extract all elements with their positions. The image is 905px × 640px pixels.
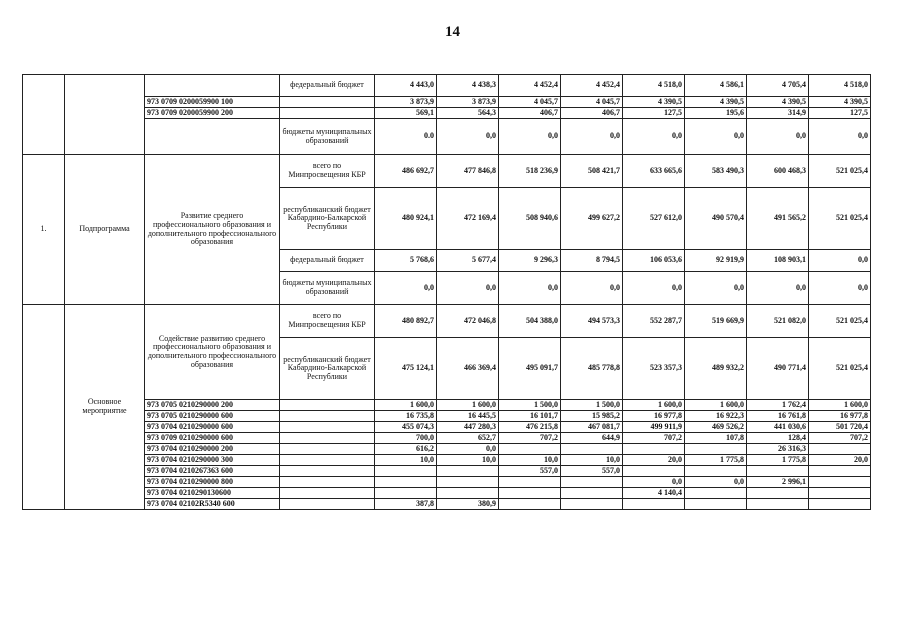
value-cell: 127,5 bbox=[809, 108, 871, 119]
code-cell bbox=[145, 119, 280, 155]
table-row bbox=[23, 97, 871, 108]
table-row bbox=[23, 499, 871, 510]
value-cell: 0,0 bbox=[623, 119, 685, 155]
value-cell: 480 924,1 bbox=[375, 188, 437, 250]
table-row bbox=[23, 488, 871, 499]
value-cell: 1 500,0 bbox=[561, 400, 623, 411]
value-cell: 569,1 bbox=[375, 108, 437, 119]
value-cell: 521 025,4 bbox=[809, 338, 871, 400]
value-cell bbox=[561, 477, 623, 488]
value-cell: 0,0 bbox=[561, 119, 623, 155]
code-cell: 973 0709 0200059900 200 bbox=[145, 108, 280, 119]
value-cell: 4 518,0 bbox=[623, 75, 685, 97]
value-cell: 0,0 bbox=[437, 444, 499, 455]
value-cell: 106 053,6 bbox=[623, 250, 685, 272]
value-cell: 0.0 bbox=[375, 119, 437, 155]
value-cell: 4 452,4 bbox=[499, 75, 561, 97]
code-cell bbox=[145, 75, 280, 97]
value-cell: 10,0 bbox=[437, 455, 499, 466]
value-cell: 523 357,3 bbox=[623, 338, 685, 400]
value-cell: 501 720,4 bbox=[809, 422, 871, 433]
value-cell: 1 762,4 bbox=[747, 400, 809, 411]
value-cell: 4 586,1 bbox=[685, 75, 747, 97]
table-row bbox=[23, 75, 871, 97]
value-cell: 4 390,5 bbox=[685, 97, 747, 108]
value-cell: 700,0 bbox=[375, 433, 437, 444]
value-cell bbox=[561, 488, 623, 499]
value-cell: 441 030,6 bbox=[747, 422, 809, 433]
value-cell: 10,0 bbox=[499, 455, 561, 466]
value-cell: 521 082,0 bbox=[747, 305, 809, 338]
table-row bbox=[23, 400, 871, 411]
value-cell: 406,7 bbox=[499, 108, 561, 119]
value-cell: 490 570,4 bbox=[685, 188, 747, 250]
source-cell: республиканский бюджет Кабардино-Балкарской Республики bbox=[280, 338, 375, 400]
value-cell: 0,0 bbox=[685, 272, 747, 305]
value-cell: 380,9 bbox=[437, 499, 499, 510]
code-cell: 973 0705 0210290000 600 bbox=[145, 411, 280, 422]
value-cell: 652,7 bbox=[437, 433, 499, 444]
value-cell: 1 775,8 bbox=[747, 455, 809, 466]
value-cell bbox=[375, 477, 437, 488]
value-cell: 521 025,4 bbox=[809, 155, 871, 188]
value-cell: 5 768,6 bbox=[375, 250, 437, 272]
value-cell bbox=[437, 466, 499, 477]
row-type-subprogram: Подпрограмма bbox=[65, 155, 145, 305]
value-cell: 1 600,0 bbox=[437, 400, 499, 411]
source-cell: всего по Минпросвещения КБР bbox=[280, 155, 375, 188]
value-cell: 3 873,9 bbox=[437, 97, 499, 108]
row-number: 1. bbox=[23, 155, 65, 305]
table-row bbox=[23, 305, 871, 338]
table-row bbox=[23, 455, 871, 466]
source-cell bbox=[280, 108, 375, 119]
value-cell: 0,0 bbox=[561, 272, 623, 305]
value-cell: 485 778,8 bbox=[561, 338, 623, 400]
value-cell bbox=[499, 488, 561, 499]
source-cell bbox=[280, 444, 375, 455]
value-cell: 707,2 bbox=[623, 433, 685, 444]
value-cell: 486 692,7 bbox=[375, 155, 437, 188]
value-cell: 707,2 bbox=[499, 433, 561, 444]
value-cell bbox=[747, 488, 809, 499]
value-cell: 557,0 bbox=[499, 466, 561, 477]
value-cell: 521 025,4 bbox=[809, 188, 871, 250]
source-cell bbox=[280, 477, 375, 488]
value-cell bbox=[809, 488, 871, 499]
value-cell bbox=[747, 466, 809, 477]
value-cell: 16 445,5 bbox=[437, 411, 499, 422]
num-cell bbox=[23, 305, 65, 510]
value-cell bbox=[375, 466, 437, 477]
code-cell: 973 0704 0210267363 600 bbox=[145, 466, 280, 477]
value-cell: 476 215,8 bbox=[499, 422, 561, 433]
code-cell: 973 0704 02102R5340 600 bbox=[145, 499, 280, 510]
value-cell bbox=[685, 466, 747, 477]
value-cell: 557,0 bbox=[561, 466, 623, 477]
value-cell bbox=[623, 466, 685, 477]
value-cell: 4 705,4 bbox=[747, 75, 809, 97]
value-cell: 475 124,1 bbox=[375, 338, 437, 400]
value-cell: 0,0 bbox=[747, 272, 809, 305]
value-cell: 5 677,4 bbox=[437, 250, 499, 272]
value-cell: 644,9 bbox=[561, 433, 623, 444]
value-cell: 564,3 bbox=[437, 108, 499, 119]
table-row bbox=[23, 444, 871, 455]
value-cell: 406,7 bbox=[561, 108, 623, 119]
value-cell: 4 390,5 bbox=[623, 97, 685, 108]
source-cell bbox=[280, 433, 375, 444]
value-cell: 10,0 bbox=[375, 455, 437, 466]
value-cell: 1 600,0 bbox=[375, 400, 437, 411]
table-row bbox=[23, 433, 871, 444]
source-cell: федеральный бюджет bbox=[280, 75, 375, 97]
value-cell: 466 369,4 bbox=[437, 338, 499, 400]
value-cell: 527 612,0 bbox=[623, 188, 685, 250]
value-cell: 490 771,4 bbox=[747, 338, 809, 400]
table-row bbox=[23, 477, 871, 488]
value-cell: 633 665,6 bbox=[623, 155, 685, 188]
value-cell: 472 169,4 bbox=[437, 188, 499, 250]
value-cell: 480 892,7 bbox=[375, 305, 437, 338]
value-cell: 0,0 bbox=[623, 477, 685, 488]
source-cell bbox=[280, 488, 375, 499]
value-cell: 16 101,7 bbox=[499, 411, 561, 422]
value-cell: 467 081,7 bbox=[561, 422, 623, 433]
value-cell: 16 922,3 bbox=[685, 411, 747, 422]
value-cell: 3 873,9 bbox=[375, 97, 437, 108]
value-cell: 707,2 bbox=[809, 433, 871, 444]
source-cell bbox=[280, 411, 375, 422]
code-cell: 973 0704 0210290000 300 bbox=[145, 455, 280, 466]
source-cell: республиканский бюджет Кабардино-Балкарской Республики bbox=[280, 188, 375, 250]
value-cell: 10,0 bbox=[561, 455, 623, 466]
table-row bbox=[23, 108, 871, 119]
value-cell: 600 468,3 bbox=[747, 155, 809, 188]
value-cell: 387,8 bbox=[375, 499, 437, 510]
source-cell bbox=[280, 466, 375, 477]
subprogram-title: Развитие среднего профессионального образования и дополнительного профессионального образования bbox=[145, 155, 280, 305]
code-cell: 973 0704 0210290000 800 bbox=[145, 477, 280, 488]
source-cell bbox=[280, 422, 375, 433]
table-row bbox=[23, 411, 871, 422]
value-cell: 4 140,4 bbox=[623, 488, 685, 499]
value-cell bbox=[809, 499, 871, 510]
value-cell: 0,0 bbox=[623, 272, 685, 305]
type-cell bbox=[65, 75, 145, 155]
value-cell: 92 919,9 bbox=[685, 250, 747, 272]
value-cell: 128,4 bbox=[747, 433, 809, 444]
value-cell: 195,6 bbox=[685, 108, 747, 119]
value-cell bbox=[561, 499, 623, 510]
value-cell: 491 565,2 bbox=[747, 188, 809, 250]
value-cell bbox=[809, 466, 871, 477]
value-cell bbox=[437, 477, 499, 488]
value-cell: 16 977,8 bbox=[623, 411, 685, 422]
value-cell: 504 388,0 bbox=[499, 305, 561, 338]
value-cell: 1 500,0 bbox=[499, 400, 561, 411]
code-cell: 973 0705 0210290000 200 bbox=[145, 400, 280, 411]
value-cell: 521 025,4 bbox=[809, 305, 871, 338]
value-cell: 26 316,3 bbox=[747, 444, 809, 455]
value-cell: 15 985,2 bbox=[561, 411, 623, 422]
value-cell: 4 390,5 bbox=[747, 97, 809, 108]
value-cell: 4 452,4 bbox=[561, 75, 623, 97]
value-cell bbox=[809, 444, 871, 455]
value-cell: 4 438,3 bbox=[437, 75, 499, 97]
value-cell: 4 045,7 bbox=[561, 97, 623, 108]
value-cell: 616,2 bbox=[375, 444, 437, 455]
value-cell: 1 600,0 bbox=[685, 400, 747, 411]
num-cell bbox=[23, 75, 65, 155]
value-cell bbox=[809, 477, 871, 488]
value-cell: 2 996,1 bbox=[747, 477, 809, 488]
value-cell: 1 600,0 bbox=[809, 400, 871, 411]
value-cell: 508 940,6 bbox=[499, 188, 561, 250]
value-cell: 0,0 bbox=[809, 250, 871, 272]
table-row bbox=[23, 422, 871, 433]
value-cell: 518 236,9 bbox=[499, 155, 561, 188]
table-row bbox=[23, 119, 871, 155]
value-cell: 16 977,8 bbox=[809, 411, 871, 422]
value-cell: 583 490,3 bbox=[685, 155, 747, 188]
page-number: 14 bbox=[445, 24, 460, 40]
source-cell: федеральный бюджет bbox=[280, 250, 375, 272]
value-cell: 499 911,9 bbox=[623, 422, 685, 433]
value-cell bbox=[747, 499, 809, 510]
activity-title: Содействие развитию среднего профессионального образования и дополнительного профессионального образования bbox=[145, 305, 280, 400]
value-cell: 4 390,5 bbox=[809, 97, 871, 108]
value-cell: 16 761,8 bbox=[747, 411, 809, 422]
value-cell: 447 280,3 bbox=[437, 422, 499, 433]
value-cell: 0,0 bbox=[809, 272, 871, 305]
value-cell bbox=[499, 499, 561, 510]
value-cell: 9 296,3 bbox=[499, 250, 561, 272]
value-cell: 489 932,2 bbox=[685, 338, 747, 400]
value-cell: 0,0 bbox=[685, 477, 747, 488]
value-cell: 495 091,7 bbox=[499, 338, 561, 400]
value-cell bbox=[623, 499, 685, 510]
value-cell bbox=[685, 488, 747, 499]
source-cell: всего по Минпросвещения КБР bbox=[280, 305, 375, 338]
value-cell: 4 443,0 bbox=[375, 75, 437, 97]
value-cell: 0,0 bbox=[499, 119, 561, 155]
code-cell: 973 0709 0200059900 100 bbox=[145, 97, 280, 108]
value-cell bbox=[623, 444, 685, 455]
value-cell: 0,0 bbox=[809, 119, 871, 155]
value-cell: 0,0 bbox=[375, 272, 437, 305]
value-cell: 20,0 bbox=[623, 455, 685, 466]
value-cell: 508 421,7 bbox=[561, 155, 623, 188]
value-cell: 4 518,0 bbox=[809, 75, 871, 97]
value-cell: 0,0 bbox=[499, 272, 561, 305]
value-cell: 552 287,7 bbox=[623, 305, 685, 338]
value-cell: 0,0 bbox=[437, 272, 499, 305]
value-cell: 469 526,2 bbox=[685, 422, 747, 433]
value-cell: 107,8 bbox=[685, 433, 747, 444]
value-cell: 0,0 bbox=[437, 119, 499, 155]
source-cell bbox=[280, 499, 375, 510]
value-cell bbox=[685, 444, 747, 455]
value-cell: 1 600,0 bbox=[623, 400, 685, 411]
value-cell bbox=[685, 499, 747, 510]
value-cell bbox=[499, 477, 561, 488]
value-cell: 16 735,8 bbox=[375, 411, 437, 422]
code-cell: 973 0709 0210290000 600 bbox=[145, 433, 280, 444]
value-cell: 4 045,7 bbox=[499, 97, 561, 108]
table-row bbox=[23, 155, 871, 188]
value-cell: 494 573,3 bbox=[561, 305, 623, 338]
value-cell bbox=[437, 488, 499, 499]
budget-table bbox=[22, 74, 871, 510]
value-cell: 20,0 bbox=[809, 455, 871, 466]
source-cell bbox=[280, 97, 375, 108]
value-cell: 0,0 bbox=[685, 119, 747, 155]
code-cell: 973 0704 0210290000 600 bbox=[145, 422, 280, 433]
value-cell: 455 074,3 bbox=[375, 422, 437, 433]
value-cell: 519 669,9 bbox=[685, 305, 747, 338]
value-cell: 8 794,5 bbox=[561, 250, 623, 272]
value-cell: 472 046,8 bbox=[437, 305, 499, 338]
value-cell: 314,9 bbox=[747, 108, 809, 119]
value-cell: 127,5 bbox=[623, 108, 685, 119]
value-cell: 108 903,1 bbox=[747, 250, 809, 272]
value-cell: 499 627,2 bbox=[561, 188, 623, 250]
value-cell: 1 775,8 bbox=[685, 455, 747, 466]
source-cell: бюджеты муниципальных образований bbox=[280, 272, 375, 305]
source-cell bbox=[280, 400, 375, 411]
code-cell: 973 0704 0210290130600 bbox=[145, 488, 280, 499]
value-cell bbox=[561, 444, 623, 455]
value-cell bbox=[375, 488, 437, 499]
value-cell bbox=[499, 444, 561, 455]
value-cell: 0,0 bbox=[747, 119, 809, 155]
row-type-main-activity: Основное мероприятие bbox=[65, 305, 145, 510]
value-cell: 477 846,8 bbox=[437, 155, 499, 188]
source-cell bbox=[280, 455, 375, 466]
code-cell: 973 0704 0210290000 200 bbox=[145, 444, 280, 455]
table-row bbox=[23, 466, 871, 477]
source-cell: бюджеты муниципальных образований bbox=[280, 119, 375, 155]
